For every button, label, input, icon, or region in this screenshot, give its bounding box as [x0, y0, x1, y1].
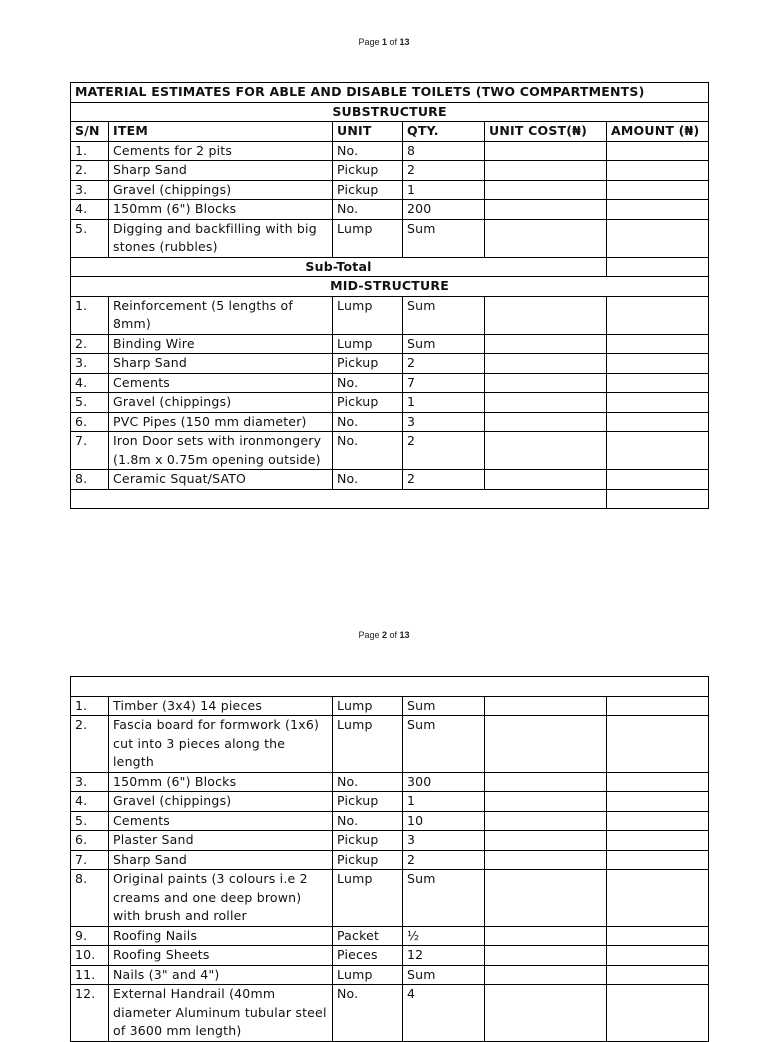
cell-unit: Lump — [333, 965, 403, 985]
cell-item: Gravel (chippings) — [109, 792, 333, 812]
table-row — [71, 373, 709, 393]
cell-sn: 5. — [71, 811, 109, 831]
table-row — [71, 200, 709, 220]
cell-sn: 12. — [71, 985, 109, 1042]
cell-sn: 7. — [71, 850, 109, 870]
cell-amount — [607, 412, 709, 432]
cell-item: PVC Pipes (150 mm diameter) — [109, 412, 333, 432]
cell-unit: Pickup — [333, 792, 403, 812]
table-row — [71, 926, 709, 946]
cell-qty: 1 — [403, 792, 485, 812]
cell-unit-cost — [485, 850, 607, 870]
cell-unit-cost — [485, 946, 607, 966]
cell-unit-cost — [485, 870, 607, 927]
cell-amount — [607, 985, 709, 1042]
cell-item: Sharp Sand — [109, 354, 333, 374]
cell-qty: 1 — [403, 180, 485, 200]
cell-sn: 11. — [71, 965, 109, 985]
table-row — [71, 772, 709, 792]
cell-qty: Sum — [403, 965, 485, 985]
header-qty: QTY. — [403, 122, 485, 142]
cell-qty: 200 — [403, 200, 485, 220]
cell-amount — [607, 811, 709, 831]
subtotal-label: Sub-Total — [71, 257, 607, 277]
cell-unit-cost — [485, 985, 607, 1042]
table-row — [71, 985, 709, 1042]
page-number-2: Page 2 of 13 — [358, 630, 410, 640]
table-title: MATERIAL ESTIMATES FOR ABLE AND DISABLE TOILETS (TWO COMPARTMENTS) — [71, 83, 709, 103]
cell-amount — [607, 354, 709, 374]
cell-amount — [607, 870, 709, 927]
cell-sn: 3. — [71, 772, 109, 792]
cell-qty: 2 — [403, 850, 485, 870]
cell-amount — [607, 926, 709, 946]
estimate-table-page-2 — [70, 676, 709, 1042]
cell-item: Gravel (chippings) — [109, 393, 333, 413]
cell-sn: 1. — [71, 141, 109, 161]
cell-sn: 5. — [71, 393, 109, 413]
cell-qty: Sum — [403, 219, 485, 257]
cell-sn: 3. — [71, 354, 109, 374]
cell-sn: 1. — [71, 296, 109, 334]
cell-sn: 6. — [71, 412, 109, 432]
table-row — [71, 354, 709, 374]
cell-item: Nails (3" and 4") — [109, 965, 333, 985]
cell-unit-cost — [485, 141, 607, 161]
cell-unit: No. — [333, 772, 403, 792]
table-row — [71, 180, 709, 200]
cell-sn: 4. — [71, 792, 109, 812]
cell-unit: Lump — [333, 219, 403, 257]
cell-qty: 2 — [403, 161, 485, 181]
cell-amount — [607, 716, 709, 773]
table-row — [71, 432, 709, 470]
cell-unit-cost — [485, 393, 607, 413]
cell-sn: 4. — [71, 200, 109, 220]
table-row — [71, 141, 709, 161]
cell-unit-cost — [485, 412, 607, 432]
cell-item: Roofing Sheets — [109, 946, 333, 966]
cell-qty: 3 — [403, 831, 485, 851]
cell-unit-cost — [485, 200, 607, 220]
table-row — [71, 219, 709, 257]
cell-unit-cost — [485, 334, 607, 354]
cell-item: Sharp Sand — [109, 850, 333, 870]
cell-sn: 5. — [71, 219, 109, 257]
subtotal-amount — [607, 257, 709, 277]
cell-amount — [607, 200, 709, 220]
cell-unit: No. — [333, 811, 403, 831]
column-header-row — [71, 122, 709, 142]
cell-unit: Pickup — [333, 354, 403, 374]
cell-unit: Pickup — [333, 161, 403, 181]
cell-item: Cements — [109, 811, 333, 831]
cell-unit-cost — [485, 831, 607, 851]
cell-unit: No. — [333, 470, 403, 490]
cell-item: Fascia board for formwork (1x6) cut into 3 pieces along the length — [109, 716, 333, 773]
cell-unit: No. — [333, 985, 403, 1042]
blank-amount-cell — [607, 489, 709, 509]
header-item: ITEM — [109, 122, 333, 142]
cell-unit-cost — [485, 696, 607, 716]
cell-qty: 2 — [403, 470, 485, 490]
cell-item: Cements for 2 pits — [109, 141, 333, 161]
cell-amount — [607, 850, 709, 870]
cell-unit-cost — [485, 965, 607, 985]
cell-item: Reinforcement (5 lengths of 8mm) — [109, 296, 333, 334]
cell-sn: 1. — [71, 696, 109, 716]
cell-amount — [607, 965, 709, 985]
blank-total-row — [71, 489, 709, 509]
cell-unit: Lump — [333, 334, 403, 354]
cell-amount — [607, 470, 709, 490]
cell-unit-cost — [485, 432, 607, 470]
section-header-row — [71, 277, 709, 297]
table-row — [71, 946, 709, 966]
table-row — [71, 811, 709, 831]
cell-sn: 2. — [71, 161, 109, 181]
subtotal-row — [71, 257, 709, 277]
cell-amount — [607, 180, 709, 200]
table-row — [71, 716, 709, 773]
cell-item: Cements — [109, 373, 333, 393]
table-row — [71, 161, 709, 181]
cell-qty: 1 — [403, 393, 485, 413]
cell-item: Original paints (3 colours i.e 2 creams and one deep brown) with brush and roller — [109, 870, 333, 927]
table-title-row — [71, 83, 709, 103]
cell-qty: Sum — [403, 870, 485, 927]
cell-unit-cost — [485, 219, 607, 257]
cell-qty: 300 — [403, 772, 485, 792]
cell-unit: Pickup — [333, 831, 403, 851]
cell-unit: No. — [333, 373, 403, 393]
table-row — [71, 792, 709, 812]
table-row — [71, 965, 709, 985]
cell-unit: Pieces — [333, 946, 403, 966]
estimate-table-page-1 — [70, 82, 709, 509]
cell-unit: No. — [333, 141, 403, 161]
cell-unit-cost — [485, 716, 607, 773]
cell-item: Iron Door sets with ironmongery (1.8m x 0.75m opening outside) — [109, 432, 333, 470]
header-sn: S/N — [71, 122, 109, 142]
cell-item: Roofing Nails — [109, 926, 333, 946]
table-row — [71, 412, 709, 432]
cell-unit-cost — [485, 772, 607, 792]
cell-unit: Pickup — [333, 850, 403, 870]
cell-unit-cost — [485, 792, 607, 812]
header-unit: UNIT — [333, 122, 403, 142]
cell-item: External Handrail (40mm diameter Aluminum tubular steel of 3600 mm length) — [109, 985, 333, 1042]
cell-unit-cost — [485, 470, 607, 490]
cell-sn: 4. — [71, 373, 109, 393]
cell-amount — [607, 772, 709, 792]
cell-qty: 3 — [403, 412, 485, 432]
header-unit-cost: UNIT COST(₦) — [485, 122, 607, 142]
cell-item: 150mm (6") Blocks — [109, 772, 333, 792]
cell-qty: 2 — [403, 432, 485, 470]
section-header-row — [71, 102, 709, 122]
blank-cell — [71, 489, 607, 509]
cell-unit: No. — [333, 200, 403, 220]
cell-amount — [607, 141, 709, 161]
table-row — [71, 334, 709, 354]
cell-unit: Pickup — [333, 393, 403, 413]
cell-item: Binding Wire — [109, 334, 333, 354]
cell-amount — [607, 296, 709, 334]
cell-unit: No. — [333, 432, 403, 470]
cell-unit-cost — [485, 354, 607, 374]
cell-qty: 8 — [403, 141, 485, 161]
cell-amount — [607, 792, 709, 812]
cell-sn: 7. — [71, 432, 109, 470]
cell-item: Plaster Sand — [109, 831, 333, 851]
cell-unit-cost — [485, 296, 607, 334]
cell-unit-cost — [485, 373, 607, 393]
cell-sn: 8. — [71, 470, 109, 490]
cell-unit-cost — [485, 180, 607, 200]
cell-unit-cost — [485, 161, 607, 181]
cell-unit-cost — [485, 811, 607, 831]
blank-header-row — [71, 677, 709, 697]
table-row — [71, 393, 709, 413]
section-midstructure-title: MID-STRUCTURE — [71, 277, 709, 297]
cell-item: Ceramic Squat/SATO — [109, 470, 333, 490]
cell-sn: 2. — [71, 334, 109, 354]
cell-item: Digging and backfilling with big stones (rubbles) — [109, 219, 333, 257]
cell-unit-cost — [485, 926, 607, 946]
page-number-1: Page 1 of 13 — [358, 37, 410, 47]
cell-unit: Pickup — [333, 180, 403, 200]
cell-unit: Lump — [333, 696, 403, 716]
table-row — [71, 470, 709, 490]
section-substructure-title: SUBSTRUCTURE — [71, 102, 709, 122]
cell-amount — [607, 373, 709, 393]
cell-amount — [607, 696, 709, 716]
cell-qty: 2 — [403, 354, 485, 374]
cell-amount — [607, 432, 709, 470]
table-row — [71, 296, 709, 334]
table-row — [71, 696, 709, 716]
cell-sn: 10. — [71, 946, 109, 966]
cell-amount — [607, 393, 709, 413]
cell-qty: 4 — [403, 985, 485, 1042]
cell-unit: No. — [333, 412, 403, 432]
cell-qty: 12 — [403, 946, 485, 966]
cell-sn: 6. — [71, 831, 109, 851]
cell-sn: 8. — [71, 870, 109, 927]
cell-sn: 3. — [71, 180, 109, 200]
cell-qty: Sum — [403, 696, 485, 716]
cell-sn: 9. — [71, 926, 109, 946]
header-amount: AMOUNT (₦) — [607, 122, 709, 142]
cell-item: 150mm (6") Blocks — [109, 200, 333, 220]
cell-qty: Sum — [403, 716, 485, 773]
cell-amount — [607, 831, 709, 851]
cell-amount — [607, 219, 709, 257]
cell-qty: 10 — [403, 811, 485, 831]
cell-item: Gravel (chippings) — [109, 180, 333, 200]
cell-amount — [607, 161, 709, 181]
cell-unit: Lump — [333, 716, 403, 773]
cell-qty: ½ — [403, 926, 485, 946]
cell-unit: Lump — [333, 296, 403, 334]
table-row — [71, 870, 709, 927]
cell-qty: 7 — [403, 373, 485, 393]
cell-unit: Packet — [333, 926, 403, 946]
cell-item: Timber (3x4) 14 pieces — [109, 696, 333, 716]
cell-qty: Sum — [403, 296, 485, 334]
cell-amount — [607, 946, 709, 966]
cell-amount — [607, 334, 709, 354]
cell-sn: 2. — [71, 716, 109, 773]
table-row — [71, 850, 709, 870]
cell-qty: Sum — [403, 334, 485, 354]
cell-unit: Lump — [333, 870, 403, 927]
cell-item: Sharp Sand — [109, 161, 333, 181]
blank-cell — [71, 677, 709, 697]
table-row — [71, 831, 709, 851]
